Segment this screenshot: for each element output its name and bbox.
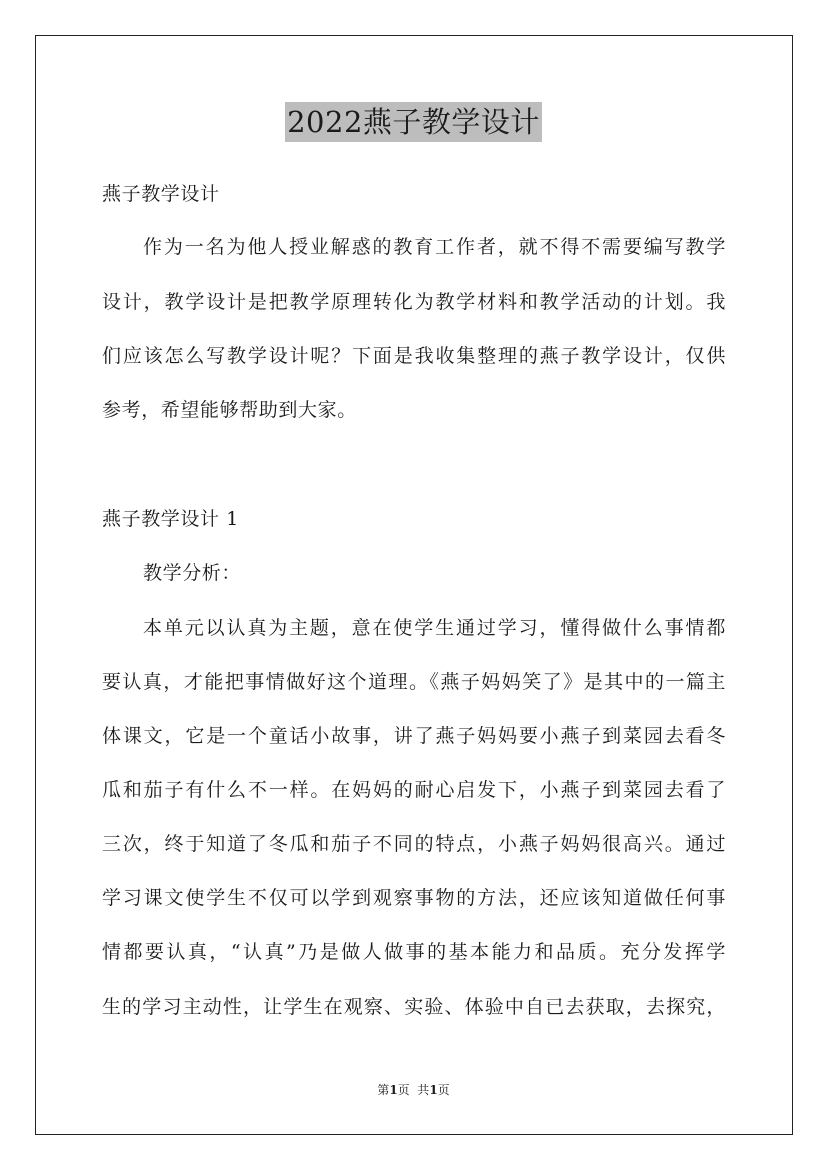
- body-line-4: 瓜和茄子有什么不一样。在妈妈的耐心启发下，小燕子到菜园去看了: [102, 779, 726, 801]
- body-line-1: 本单元以认真为主题，意在使学生通过学习，懂得做什么事情都: [143, 617, 726, 639]
- intro-line-3: 们应该怎么写教学设计呢？下面是我收集整理的燕子教学设计，仅供: [102, 345, 726, 367]
- intro-line-4: 参考，希望能够帮助到大家。: [102, 399, 357, 421]
- body-line-7: 情都要认真，“认真”乃是做人做事的基本能力和品质。充分发挥学: [102, 941, 726, 963]
- page-footer: [0, 1082, 827, 1098]
- body-line-3: 体课文，它是一个童话小故事，讲了燕子妈妈要小燕子到菜园去看冬: [102, 725, 726, 747]
- body-line-8: 生的学习主动性，让学生在观察、实验、体验中自已去获取，去探究，: [102, 996, 726, 1018]
- footer-page-number: 1: [389, 1083, 398, 1097]
- intro-line-1: 作为一名为他人授业解惑的教育工作者，就不得不需要编写教学: [143, 236, 726, 258]
- footer-total-pages: 1: [429, 1083, 438, 1097]
- footer-page-suffix: 页: [437, 1083, 450, 1097]
- section-title: 燕子教学设计 1: [102, 508, 239, 530]
- document-title-text: 2022燕子教学设计: [285, 102, 542, 142]
- body-line-2: 要认真，才能把事情做好这个道理。《燕子妈妈笑了》是其中的一篇主: [102, 671, 726, 693]
- analysis-heading: 教学分析：: [143, 562, 242, 584]
- document-title: [0, 102, 827, 142]
- footer-page-mid: 页 共: [397, 1083, 430, 1097]
- body-line-5: 三次，终于知道了冬瓜和茄子不同的特点，小燕子妈妈很高兴。通过: [102, 833, 726, 855]
- intro-line-2: 设计，教学设计是把教学原理转化为教学材料和教学活动的计划。我: [102, 291, 726, 313]
- heading: 燕子教学设计: [102, 183, 220, 205]
- body-line-6: 学习课文使学生不仅可以学到观察事物的方法，还应该知道做任何事: [102, 887, 726, 909]
- footer-page-prefix: 第: [377, 1083, 390, 1097]
